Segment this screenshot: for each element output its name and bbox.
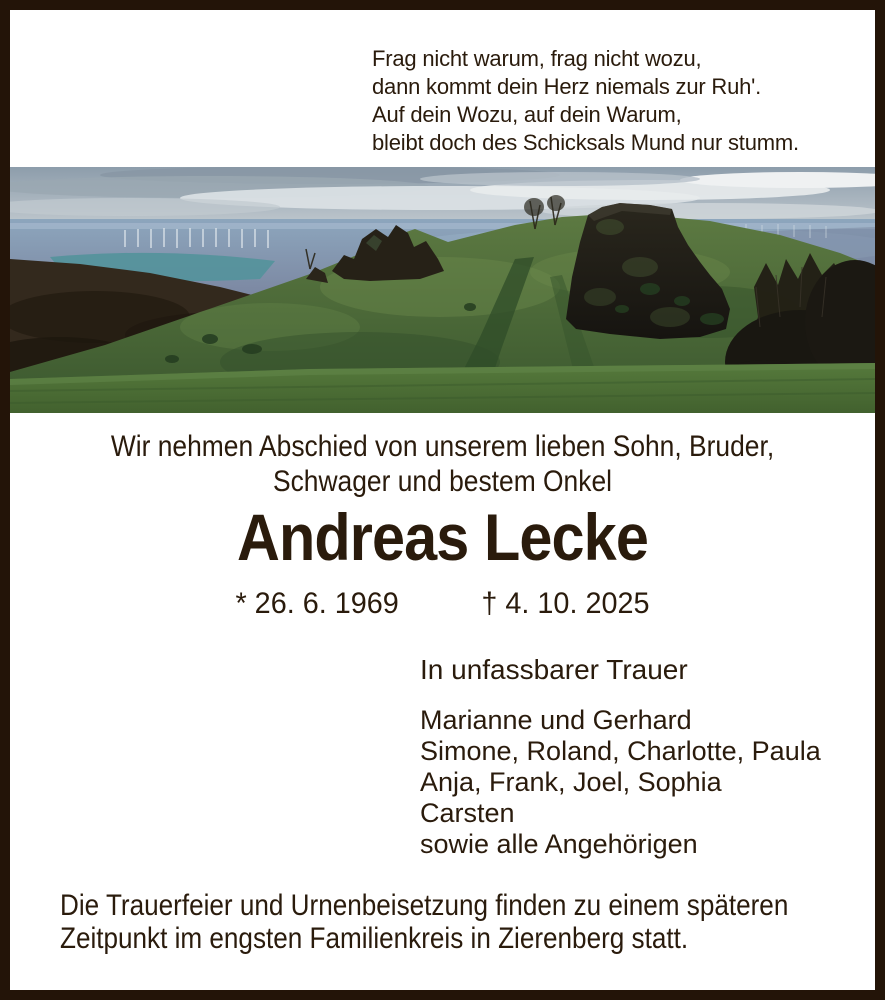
- landscape-photo-art: [10, 167, 875, 413]
- mourners-heading: In unfassbarer Trauer: [420, 654, 688, 685]
- death-date: † 4. 10. 2025: [481, 587, 650, 620]
- landscape-photo: [10, 167, 875, 413]
- memorial-poem: [372, 45, 799, 157]
- deceased-name: Andreas Lecke: [237, 500, 648, 574]
- mourner-line: Carsten: [420, 798, 515, 828]
- funeral-info-line: Die Trauerfeier und Urnenbeisetzung finden zu einem späteren: [60, 889, 789, 922]
- mourner-line: Anja, Frank, Joel, Sophia: [420, 767, 722, 797]
- announcement-intro: [62, 429, 823, 499]
- mourner-line: Marianne und Gerhard: [420, 705, 692, 735]
- poem-line: bleibt doch des Schicksals Mund nur stumm.: [372, 130, 799, 155]
- funeral-info: [60, 889, 788, 955]
- life-dates: [27, 587, 857, 621]
- mourner-line: sowie alle Angehörigen: [420, 829, 698, 859]
- intro-line: Wir nehmen Abschied von unserem lieben Sohn, Bruder,: [110, 430, 775, 463]
- mourners-block: [420, 654, 821, 860]
- mourner-line: Simone, Roland, Charlotte, Paula: [420, 736, 821, 766]
- intro-line: Schwager und bestem Onkel: [273, 465, 612, 498]
- poem-line: dann kommt dein Herz niemals zur Ruh'.: [372, 74, 762, 99]
- birth-date: * 26. 6. 1969: [235, 587, 399, 620]
- poem-line: Frag nicht warum, frag nicht wozu,: [372, 46, 702, 71]
- funeral-info-line: Zeitpunkt im engsten Familienkreis in Zierenberg statt.: [60, 922, 689, 955]
- poem-line: Auf dein Wozu, auf dein Warum,: [372, 102, 682, 127]
